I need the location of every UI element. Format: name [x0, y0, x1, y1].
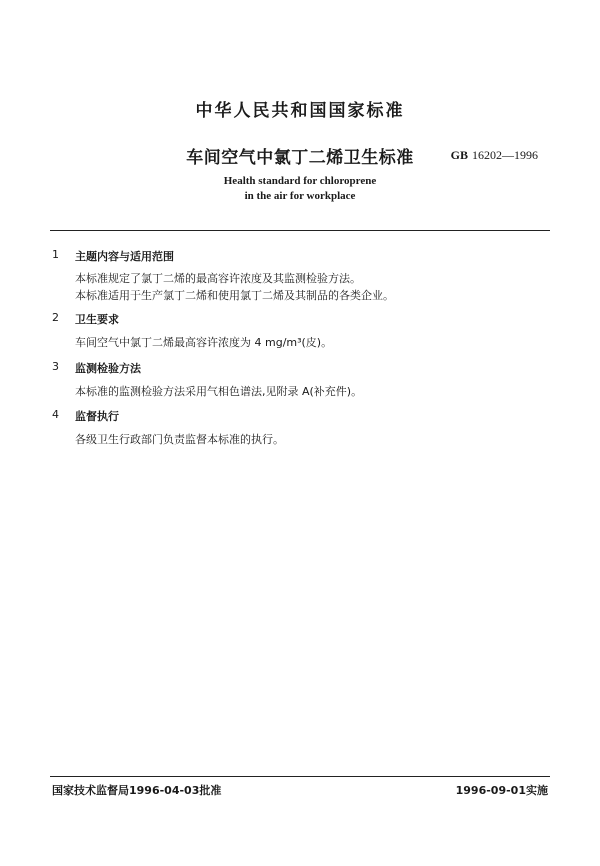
section-3-heading: 监测检验方法 — [75, 362, 141, 375]
section-1-heading: 主题内容与适用范围 — [75, 250, 174, 263]
standard-code-prefix: GB — [450, 148, 468, 162]
section-3-paragraph-1: 本标准的监测检验方法采用气相色谱法,见附录 A(补充件)。 — [75, 385, 363, 398]
section-3-number: 3 — [52, 360, 59, 373]
approval-line: 国家技术监督局1996-04-03批准 — [52, 784, 222, 797]
section-1-paragraph-2: 本标准适用于生产氯丁二烯和使用氯丁二烯及其制品的各类企业。 — [75, 289, 394, 302]
section-2-heading: 卫生要求 — [75, 313, 119, 326]
bottom-divider — [50, 776, 550, 777]
section-1-number: 1 — [52, 248, 59, 261]
section-2-number: 2 — [52, 311, 59, 324]
section-1-paragraph-1: 本标准规定了氯丁二烯的最高容许浓度及其监测检验方法。 — [75, 272, 361, 285]
section-4-paragraph-1: 各级卫生行政部门负责监督本标准的执行。 — [75, 433, 284, 446]
national-standard-heading: 中华人民共和国国家标准 — [195, 101, 405, 121]
standard-code-number: 16202—1996 — [472, 148, 538, 162]
english-title-line-1: Health standard for chloroprene — [223, 175, 377, 187]
section-4-number: 4 — [52, 408, 59, 421]
section-4-heading: 监督执行 — [75, 410, 119, 423]
english-title-line-2: in the air for workplace — [244, 190, 356, 202]
section-2-paragraph-1: 车间空气中氯丁二烯最高容许浓度为 4 mg/m³(皮)。 — [75, 336, 333, 349]
top-divider — [50, 230, 550, 231]
standard-title: 车间空气中氯丁二烯卫生标准 — [186, 148, 414, 168]
standard-code — [451, 148, 538, 163]
implementation-date: 1996-09-01实施 — [455, 784, 548, 797]
